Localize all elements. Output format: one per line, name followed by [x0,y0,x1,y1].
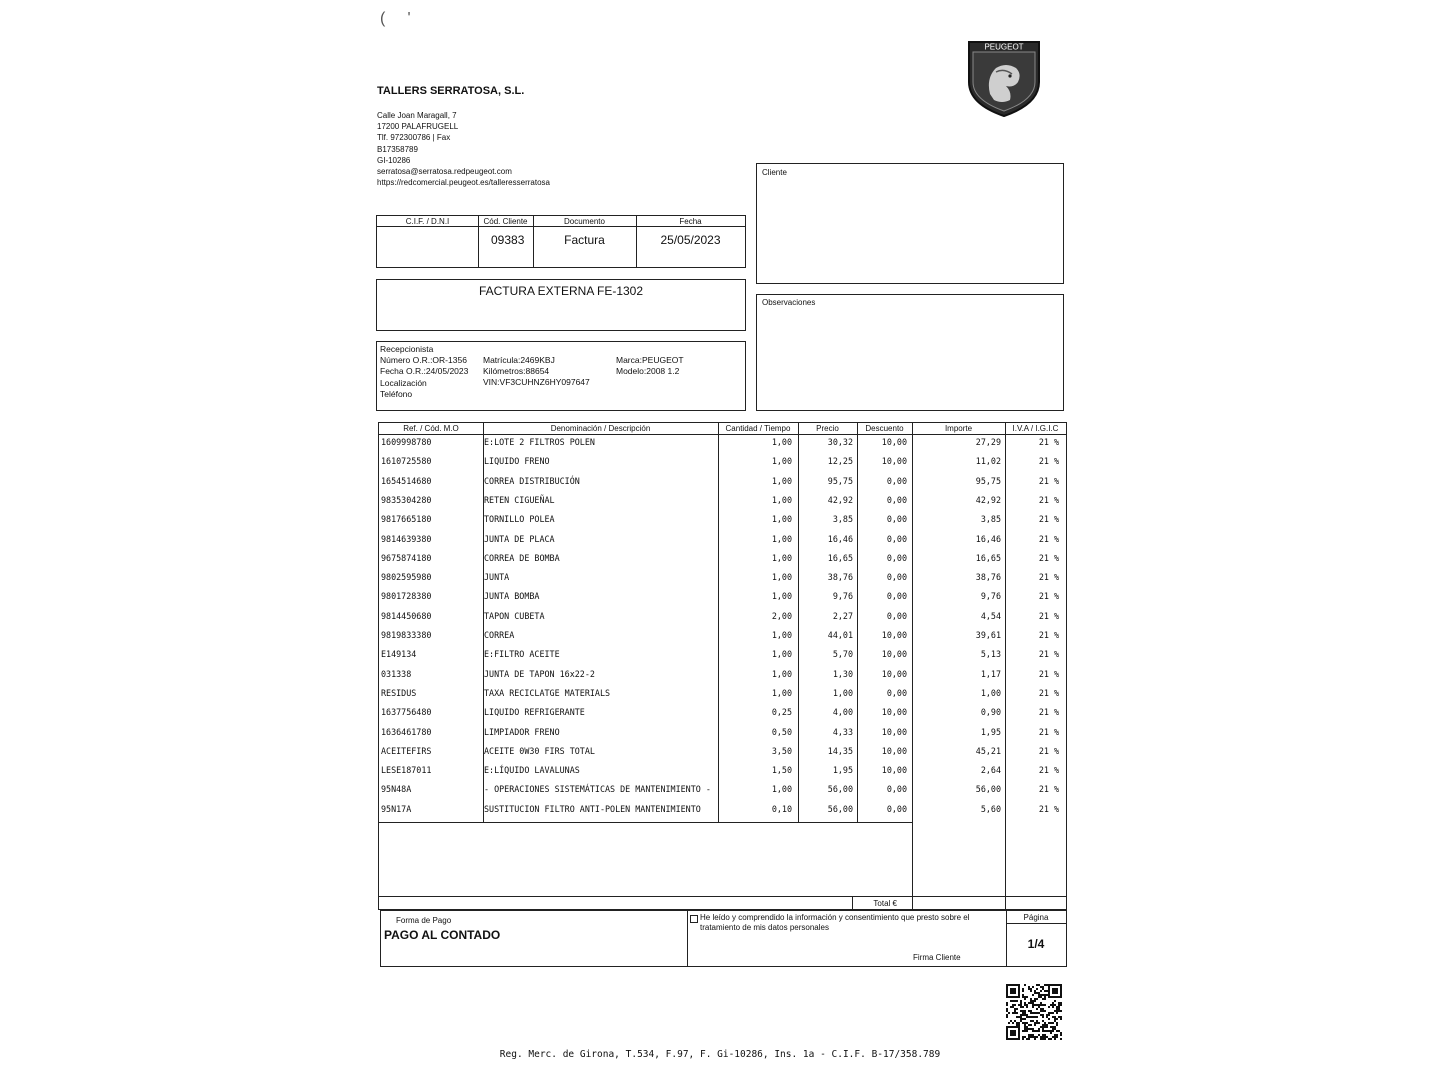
cell-disc: 0,00 [886,494,907,505]
cell-qty: 0,10 [771,803,792,814]
fecha-value: 25/05/2023 [660,233,721,247]
cell-price: 56,00 [827,784,853,795]
cell-qty: 1,00 [771,784,792,795]
cell-amount: 1,95 [980,726,1001,737]
cell-iva: 21 % [1038,687,1059,698]
cell-qty: 1,00 [771,591,792,602]
table-row [379,534,1067,553]
total-label: Total € [873,899,897,908]
cell-amount: 42,92 [975,494,1001,505]
address-line: https://redcomercial.peugeot.es/talleresserratosa [377,178,550,188]
cell-disc: 10,00 [881,668,907,679]
table-row [379,669,1067,688]
cell-disc: 0,00 [886,610,907,621]
cell-price: 3,85 [832,514,853,525]
cell-price: 4,00 [832,707,853,718]
cell-disc: 0,00 [886,552,907,563]
cell-qty: 2,00 [771,610,792,621]
consent-text [700,913,969,933]
cell-price: 95,75 [827,475,853,486]
cell-amount: 11,02 [975,456,1001,467]
table-row [379,495,1067,514]
cell-amount: 9,76 [980,591,1001,602]
cod-cliente-label: Cód. Cliente [483,217,528,226]
cell-price: 16,46 [827,533,853,544]
cell-disc: 0,00 [886,514,907,525]
cell-iva: 21 % [1038,494,1059,505]
cell-disc: 10,00 [881,707,907,718]
client-box [756,163,1064,284]
cell-disc: 10,00 [881,765,907,776]
cell-qty: 0,25 [771,707,792,718]
reception-left [380,344,468,400]
cell-desc: JUNTA DE PLACA [484,533,555,544]
footer-box [380,910,1067,967]
cell-disc: 0,00 [886,572,907,583]
cell-ref: 9814450680 [381,610,432,621]
cell-ref: 9675874180 [381,552,432,563]
cell-price: 5,70 [832,649,853,660]
client-label: Cliente [762,168,787,177]
cell-qty: 1,50 [771,765,792,776]
cell-ref: LESE187011 [381,765,432,776]
cell-amount: 38,76 [975,572,1001,583]
cell-amount: 16,65 [975,552,1001,563]
invoice-title-box [376,279,746,331]
cell-price: 1,00 [832,687,853,698]
company-name: TALLERS SERRATOSA, S.L. [377,85,525,97]
cell-qty: 1,00 [771,687,792,698]
cell-amount: 16,46 [975,533,1001,544]
cell-desc: ACEITE 0W30 FIRS TOTAL [484,745,595,756]
cell-price: 14,35 [827,745,853,756]
cell-amount: 1,17 [980,668,1001,679]
cell-iva: 21 % [1038,707,1059,718]
cell-ref: 9802595980 [381,572,432,583]
cell-amount: 0,90 [980,707,1001,718]
cell-disc: 0,00 [886,533,907,544]
cell-price: 1,95 [832,765,853,776]
cell-iva: 21 % [1038,552,1059,563]
header-amount: Importe [944,424,973,433]
cell-qty: 0,50 [771,726,792,737]
reception-box [376,341,746,411]
table-row [379,514,1067,533]
cell-amount: 5,60 [980,803,1001,814]
cell-iva: 21 % [1038,784,1059,795]
cell-amount: 45,21 [975,745,1001,756]
vin: VIN:VF3CUHNZ6HY097647 [483,377,590,388]
cell-ref: E149134 [381,649,417,660]
table-row [379,591,1067,610]
cell-desc: LIQUIDO REFRIGERANTE [484,707,585,718]
header-qty: Cantidad / Tiempo [725,424,791,433]
table-row [379,456,1067,475]
cell-iva: 21 % [1038,765,1059,776]
cell-desc: E:LOTE 2 FILTROS POLEN [484,437,595,447]
cell-qty: 1,00 [771,494,792,505]
cell-amount: 2,64 [980,765,1001,776]
cell-qty: 1,00 [771,572,792,583]
address-line: serratosa@serratosa.redpeugeot.com [377,167,512,177]
cell-ref: 1610725580 [381,456,432,467]
consent-checkbox[interactable] [690,915,698,923]
cell-ref: 9819833380 [381,630,432,640]
cell-disc: 0,00 [886,687,907,698]
address-line: GI-10286 [377,155,411,165]
cell-iva: 21 % [1038,437,1059,447]
cell-iva: 21 % [1038,475,1059,486]
cif-label: C.I.F. / D.N.I [405,217,450,226]
cell-desc: RETEN CIGUEÑAL [484,494,555,505]
table-row [379,746,1067,765]
cell-price: 4,33 [832,726,853,737]
cell-ref: 1637756480 [381,707,432,718]
header-disc: Descuento [865,424,904,433]
cell-desc: - OPERACIONES SISTEMÁTICAS DE MANTENIMIENTO - [484,784,711,795]
localizacion-label: Localización [380,377,427,388]
cell-price: 44,01 [827,630,853,640]
cell-amount: 56,00 [975,784,1001,795]
cell-desc: CORREA [484,630,515,640]
cell-desc: LIQUIDO FRENO [484,456,550,467]
forma-pago-value: PAGO AL CONTADO [384,928,501,942]
cell-desc: JUNTA DE TAPON 16x22-2 [484,668,595,679]
cell-price: 9,76 [832,591,853,602]
recepcionista-label: Recepcionista [380,344,434,354]
cell-ref: 031338 [381,668,412,679]
qr-code [1006,984,1062,1040]
logo-text: PEUGEOT [984,42,1024,52]
cell-iva: 21 % [1038,726,1059,737]
cell-desc: TORNILLO POLEA [484,514,555,525]
header-table [376,215,746,268]
cell-iva: 21 % [1038,803,1059,814]
table-row [379,476,1067,495]
header-desc: Denominación / Descripción [550,424,651,433]
cell-disc: 10,00 [881,649,907,660]
header-iva: I.V.A / I.G.I.C [1012,424,1059,433]
forma-pago-label: Forma de Pago [396,916,452,925]
cell-ref: 1609998780 [381,437,432,447]
cell-ref: 1654514680 [381,475,432,486]
cell-price: 1,30 [832,668,853,679]
cell-qty: 1,00 [771,533,792,544]
cell-desc: SUSTITUCION FILTRO ANTI-POLEN MANTENIMIENTO [484,803,701,814]
cell-disc: 0,00 [886,803,907,814]
company-address [377,110,550,188]
firma-label: Firma Cliente [913,953,961,962]
cell-amount: 39,61 [975,630,1001,640]
cell-price: 16,65 [827,552,853,563]
pagina-value: 1/4 [1027,937,1045,951]
reception-brand [616,355,684,377]
matricula: Matrícula:2469KBJ [483,355,555,365]
cell-ref: 95N48A [381,784,412,795]
observations-label: Observaciones [762,298,816,307]
cell-iva: 21 % [1038,533,1059,544]
fecha-or: Fecha O.R.:24/05/2023 [380,366,469,377]
cell-ref: 9801728380 [381,591,432,602]
cell-ref: ACEITEFIRS [381,745,432,756]
address-line: Tlf. 972300786 | Fax [377,133,451,143]
cell-qty: 3,50 [771,745,792,756]
cell-price: 56,00 [827,803,853,814]
cell-iva: 21 % [1038,649,1059,660]
cell-ref: RESIDUS [381,687,417,698]
cell-desc: LIMPIADOR FRENO [484,726,560,737]
cell-qty: 1,00 [771,437,792,447]
cell-qty: 1,00 [771,668,792,679]
table-row [379,765,1067,784]
cell-desc: CORREA DE BOMBA [484,552,560,563]
cell-ref: 9814639380 [381,533,432,544]
cell-amount: 3,85 [980,514,1001,525]
cell-desc: TAPON CUBETA [484,610,545,621]
cell-disc: 10,00 [881,456,907,467]
peugeot-lion-logo [966,38,1042,118]
cell-iva: 21 % [1038,591,1059,602]
cell-qty: 1,00 [771,456,792,467]
cell-disc: 10,00 [881,630,907,640]
documento-label: Documento [564,217,605,226]
table-row [379,649,1067,668]
table-row [379,553,1067,572]
cod-cliente-value: 09383 [491,233,525,247]
cell-price: 38,76 [827,572,853,583]
registry-line: Reg. Merc. de Girona, T.534, F.97, F. Gi-10286, Ins. 1a - C.I.F. B-17/358.789 [499,1049,941,1060]
cell-qty: 1,00 [771,649,792,660]
cell-price: 42,92 [827,494,853,505]
cell-price: 2,27 [832,610,853,621]
cell-qty: 1,00 [771,552,792,563]
cell-desc: E:FILTRO ACEITE [484,649,560,660]
cell-iva: 21 % [1038,572,1059,583]
cell-iva: 21 % [1038,745,1059,756]
header-ref: Ref. / Cód. M.O [403,424,459,433]
cell-iva: 21 % [1038,456,1059,467]
table-row [379,784,1067,803]
cell-ref: 9817665180 [381,514,432,525]
modelo: Modelo:2008 1.2 [616,366,680,377]
cell-price: 12,25 [827,456,853,467]
cell-qty: 1,00 [771,475,792,486]
cell-iva: 21 % [1038,514,1059,525]
cell-amount: 5,13 [980,649,1001,660]
cell-disc: 0,00 [886,784,907,795]
cell-qty: 1,00 [771,514,792,525]
table-row [379,437,1067,456]
reception-vehicle [483,355,590,389]
cell-qty: 1,00 [771,630,792,640]
table-row [379,630,1067,649]
cell-amount: 1,00 [980,687,1001,698]
cell-desc: CORREA DISTRIBUCIÓN [484,475,580,486]
cell-ref: 95N17A [381,803,412,814]
cell-ref: 9835304280 [381,494,432,505]
cell-disc: 0,00 [886,591,907,602]
cell-ref: 1636461780 [381,726,432,737]
cell-desc: TAXA RECICLATGE MATERIALS [484,687,611,698]
table-row [379,804,1067,823]
documento-value: Factura [564,233,605,247]
address-line: Calle Joan Maragall, 7 [377,111,457,120]
numero-or: Número O.R.:OR-1356 [380,355,467,366]
marca: Marca:PEUGEOT [616,355,684,365]
scan-mark: ( ' [380,10,411,27]
cell-iva: 21 % [1038,668,1059,679]
table-row [379,727,1067,746]
address-line: B17358789 [377,144,418,154]
header-price: Precio [816,424,839,433]
kilometros: Kilómetros:88654 [483,366,550,377]
cell-desc: JUNTA BOMBA [484,591,540,602]
items-table [378,422,1067,910]
cell-price: 30,32 [827,437,853,447]
table-row [379,707,1067,726]
cell-disc: 10,00 [881,745,907,756]
cell-desc: E:LÍQUIDO LAVALUNAS [484,765,580,776]
telefono-label: Teléfono [380,388,413,399]
address-line: 17200 PALAFRUGELL [377,122,459,132]
invoice-title: FACTURA EXTERNA FE-1302 [478,284,644,298]
pagina-label: Página [1023,913,1049,922]
consent-line: He leído y comprendido la información y consentimiento que presto sobre el [700,913,970,922]
table-row [379,572,1067,591]
fecha-label: Fecha [679,217,702,226]
cell-iva: 21 % [1038,610,1059,621]
table-row [379,688,1067,707]
cell-iva: 21 % [1038,630,1059,640]
cell-amount: 95,75 [975,475,1001,486]
cell-amount: 27,29 [975,437,1001,447]
cell-disc: 10,00 [881,726,907,737]
observations-box [756,294,1064,411]
table-row [379,611,1067,630]
cell-disc: 10,00 [881,437,907,447]
cell-desc: JUNTA [484,572,510,583]
cell-amount: 4,54 [980,610,1001,621]
cell-disc: 0,00 [886,475,907,486]
consent-line: tratamiento de mis datos personales [700,923,829,932]
